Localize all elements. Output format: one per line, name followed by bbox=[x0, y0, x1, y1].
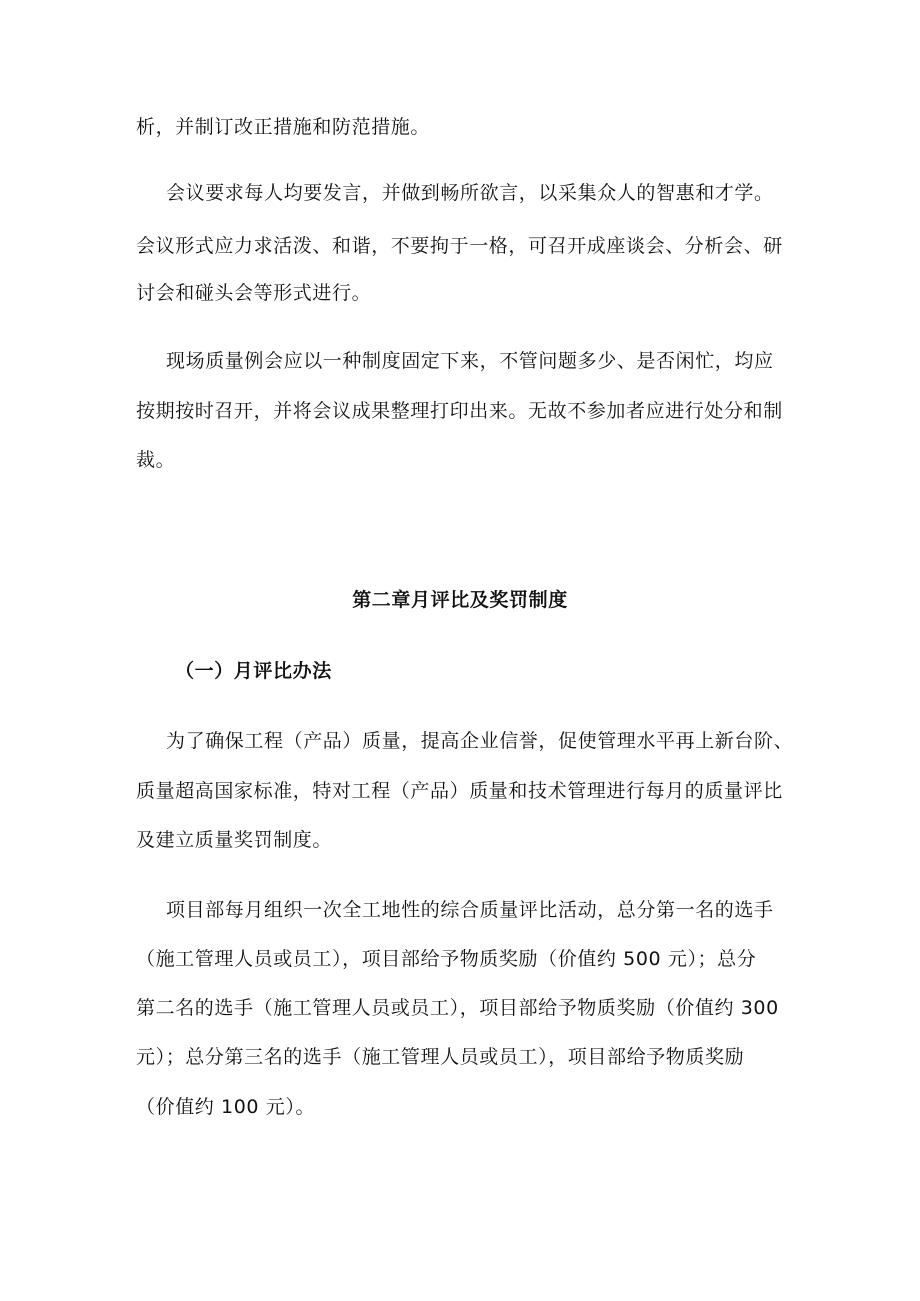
paragraph-3-line-1: 现场质量例会应以一种制度固定下来，不管问题多少、是否闲忙，均应 bbox=[166, 350, 774, 372]
paragraph-4-line-1: 为了确保工程（产品）质量，提高企业信誉，促使管理水平再上新台阶、 bbox=[166, 730, 794, 752]
chapter-title: 第二章月评比及奖罚制度 bbox=[352, 589, 568, 611]
paragraph-3-line-2: 按期按时召开，并将会议成果整理打印出来。无故不参加者应进行处分和制 bbox=[136, 400, 783, 422]
paragraph-5-line-4: 元）；总分第三名的选手（施工管理人员或员工），项目部给予物质奖励 bbox=[136, 1046, 745, 1068]
paragraph-5-line-1: 项目部每月组织一次全工地性的综合质量评比活动，总分第一名的选手 bbox=[166, 899, 774, 921]
paragraph-2-line-2: 会议形式应力求活泼、和谐，不要拘于一格，可召开成座谈会、分析会、研 bbox=[136, 235, 783, 257]
paragraph-2-line-1: 会议要求每人均要发言，并做到畅所欲言，以采集众人的智惠和才学。 bbox=[166, 182, 774, 204]
paragraph-3-line-3: 裁。 bbox=[136, 449, 176, 471]
paragraph-5-line-2: （施工管理人员或员工），项目部给予物质奖励（价值约 500 元）；总分 bbox=[136, 948, 757, 970]
paragraph-5-line-5: （价值约 100 元）。 bbox=[136, 1096, 316, 1118]
paragraph-5-line-3: 第二名的选手（施工管理人员或员工），项目部给予物质奖励（价值约 300 bbox=[136, 997, 779, 1019]
section-title: （一）月评比办法 bbox=[175, 660, 332, 682]
paragraph-4-line-2: 质量超高国家标准，特对工程（产品）质量和技术管理进行每月的质量评比 bbox=[136, 780, 783, 802]
paragraph-2-line-3: 讨会和碰头会等形式进行。 bbox=[136, 282, 372, 304]
paragraph-1-line-1: 析，并制订改正措施和防范措施。 bbox=[136, 116, 431, 138]
paragraph-4-line-3: 及建立质量奖罚制度。 bbox=[136, 829, 333, 851]
